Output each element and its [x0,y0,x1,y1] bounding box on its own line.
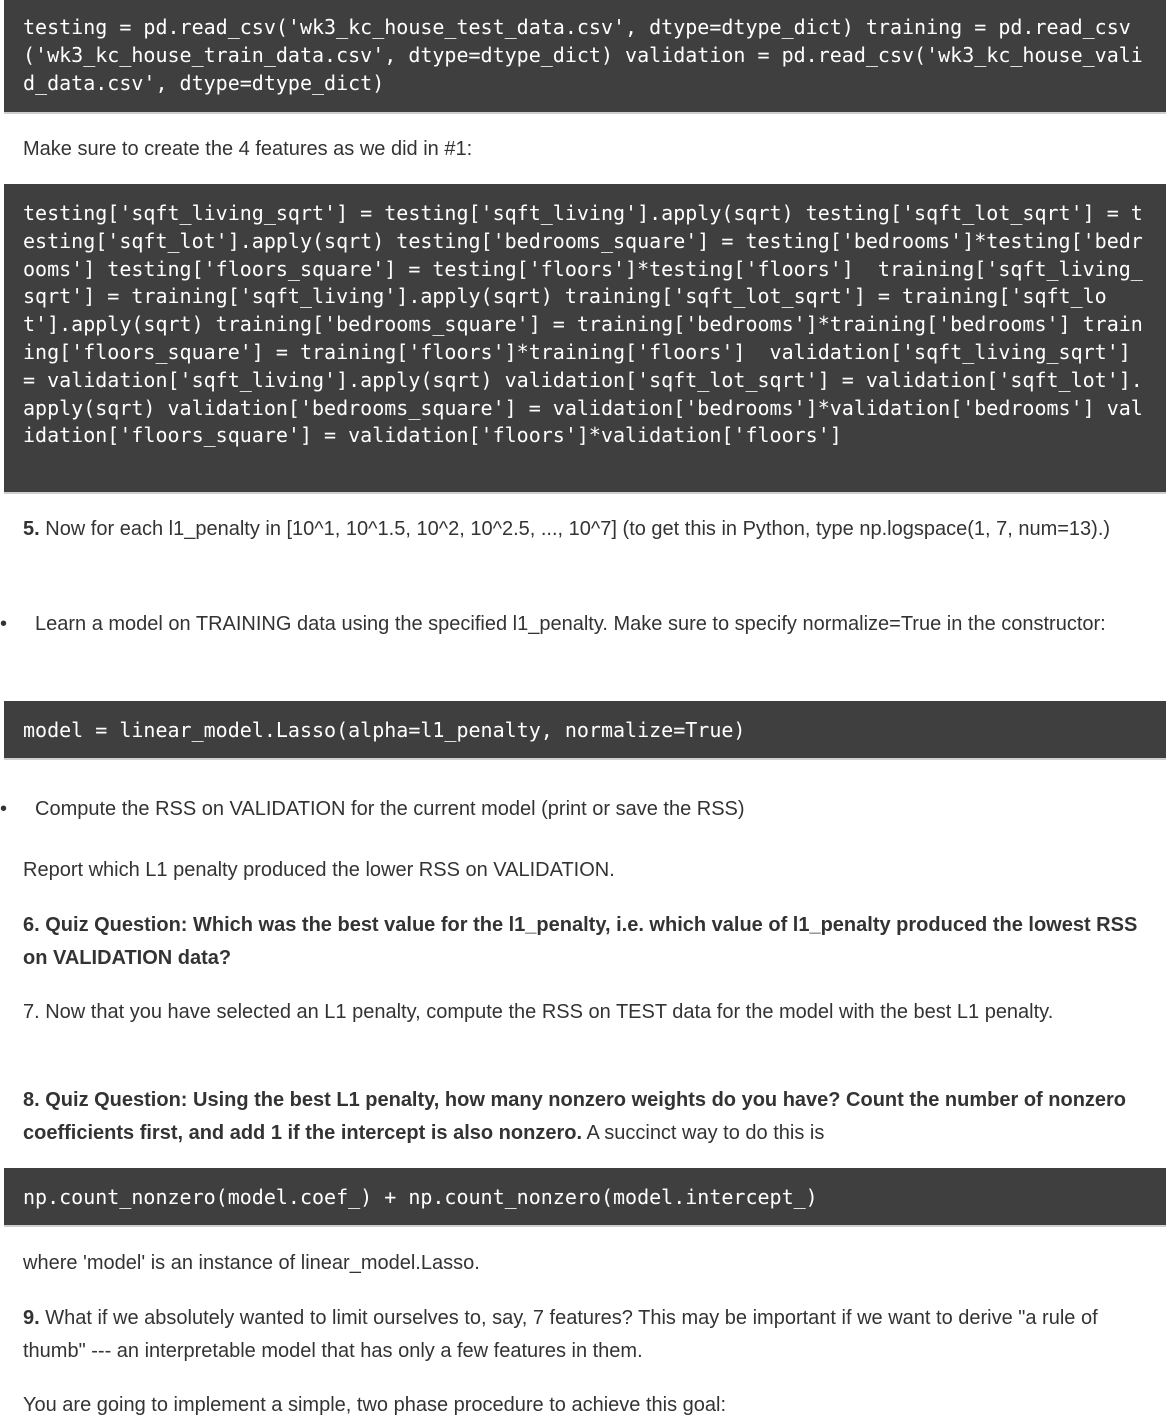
code-block-count-nonzero: np.count_nonzero(model.coef_) + np.count_nonzero(model.intercept_) [4,1168,1166,1227]
bullet-learn-model-text: Learn a model on TRAINING data using the specified l1_penalty. Make sure to specify normalize=True in the constructor: [35,613,1106,635]
paragraph-create-features: Make sure to create the 4 features as we did in #1: [23,138,473,160]
step-8-quiz-question: 8. Quiz Question: Using the best L1 penalty, how many nonzero weights do you have? Count the number of nonzero coefficients first, and add 1 if the intercept is also nonzero. [23,1089,1127,1144]
step-9-number: 9. [23,1307,40,1329]
step-5-paragraph [23,513,1148,546]
step-5-text: Now for each l1_penalty in [10^1, 10^1.5, 10^2, 10^2.5, ..., 10^7] (to get this in Python, type np.logspace(1, 7, num=13).) [39,518,1111,540]
code-block-features: testing['sqft_living_sqrt'] = testing['sqft_living'].apply(sqrt) testing['sqft_lot_sqrt'] = testing['sqft_lot'].apply(sqrt) testing['bedrooms_square'] = testing['bedrooms']*testing['bedrooms'] testing['floors_square'] = testing['floors']*testing['floors'] training['sqft_living_sqrt'] = training['sqft_living'].apply(sqrt) training['sqft_lot_sqrt'] = training['sqft_lot'].apply(sqrt) training['bedrooms_square'] = training['bedrooms']*training['bedrooms'] training['floors_square'] = training['floors']*training['floors'] validation['sqft_living_sqrt'] = validation['sqft_living'].apply(sqrt) validation['sqft_lot_sqrt'] = validation['sqft_lot'].apply(sqrt) validation['bedrooms_square'] = validation['bedrooms']*validation['bedrooms'] validation['floors_square'] = validation['floors']*validation['floors'] [4,184,1166,494]
code-block-lasso-model: model = linear_model.Lasso(alpha=l1_penalty, normalize=True) [4,701,1166,760]
bullet-compute-rss-text: Compute the RSS on VALIDATION for the current model (print or save the RSS) [35,798,745,820]
paragraph-two-phase: You are going to implement a simple, two phase procedure to achieve this goal: [23,1394,727,1416]
bullet-icon: • [0,798,8,820]
paragraph-model-instance: where 'model' is an instance of linear_model.Lasso. [23,1252,480,1274]
step-5-number: 5. [23,518,40,540]
step-8-text: A succinct way to do this is [582,1122,825,1144]
step-7-paragraph: 7. Now that you have selected an L1 penalty, compute the RSS on TEST data for the model with the best L1 penalty. [23,1001,1054,1023]
bullet-icon: • [0,613,8,635]
step-6-quiz-question: 6. Quiz Question: Which was the best value for the l1_penalty, i.e. which value of l1_penalty produced the lowest RSS on VALIDATION data? [23,914,1138,969]
step-8-paragraph [23,1084,1163,1150]
step-9-paragraph [23,1302,1153,1368]
paragraph-report: Report which L1 penalty produced the lower RSS on VALIDATION. [23,859,615,881]
code-block-read-csv: testing = pd.read_csv('wk3_kc_house_test_data.csv', dtype=dtype_dict) training = pd.read_csv('wk3_kc_house_train_data.csv', dtype=dtype_dict) validation = pd.read_csv('wk3_kc_house_valid_data.csv', dtype=dtype_dict) [4,0,1166,114]
step-9-text: What if we absolutely wanted to limit ourselves to, say, 7 features? This may be important if we want to derive "a rule of thumb" --- an interpretable model that has only a few features in them. [23,1307,1098,1362]
